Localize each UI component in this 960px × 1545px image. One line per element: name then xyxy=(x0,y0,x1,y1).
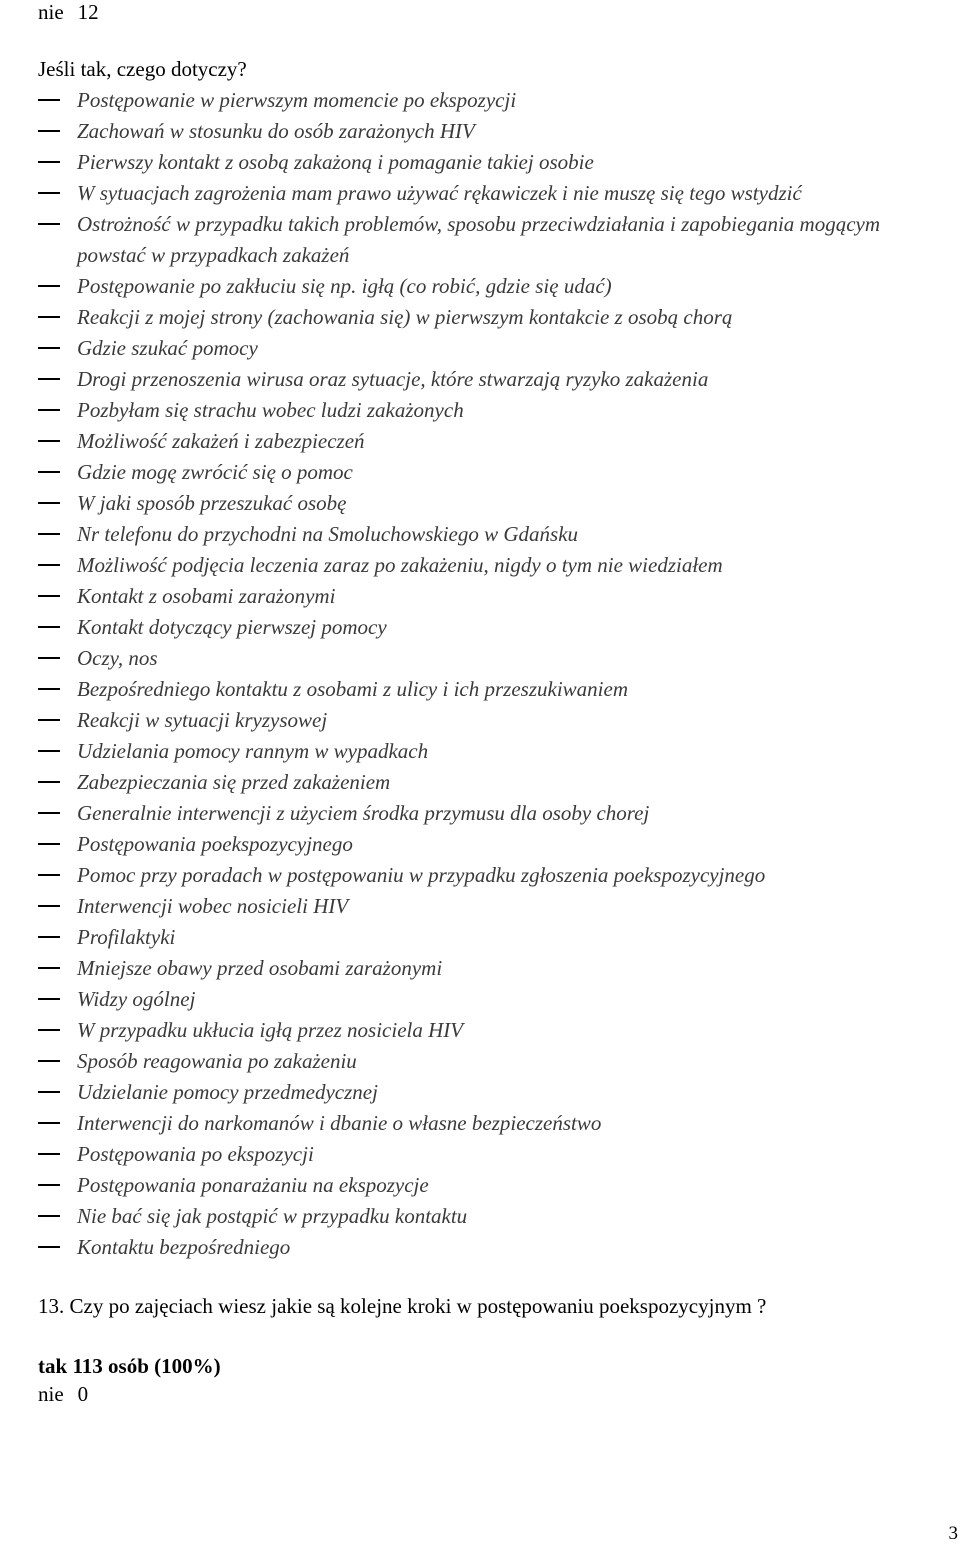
dash-bullet-icon xyxy=(38,925,60,949)
list-item-text: Kontaktu bezpośredniego xyxy=(77,1234,291,1259)
list-item-text: Drogi przenoszenia wirusa oraz sytuacje, które stwarzają ryzyko zakażenia xyxy=(77,366,709,391)
dash-bullet-icon xyxy=(38,708,60,732)
dash-bullet-icon xyxy=(38,770,60,794)
list-item xyxy=(38,522,953,553)
list-item xyxy=(38,1018,953,1049)
list-item-text: Reakcji w sytuacji kryzysowej xyxy=(77,707,328,732)
dash-bullet-icon xyxy=(38,894,60,918)
list-item xyxy=(38,739,953,770)
list-item xyxy=(38,491,953,522)
dash-bullet-icon xyxy=(38,956,60,980)
dash-bullet-icon xyxy=(38,1049,60,1073)
dash-bullet-icon xyxy=(38,429,60,453)
list-item xyxy=(38,925,953,956)
list-item-text: Postępowanie po zakłuciu się np. igłą (co robić, gdzie się udać) xyxy=(77,273,612,298)
yes-label: tak xyxy=(38,1354,68,1378)
dash-bullet-icon xyxy=(38,150,60,174)
question-13-no xyxy=(38,1382,88,1406)
list-item xyxy=(38,150,953,181)
list-item xyxy=(38,708,953,739)
list-item xyxy=(38,1235,953,1266)
list-item xyxy=(38,987,953,1018)
dash-bullet-icon xyxy=(38,1142,60,1166)
answer-no-label: nie xyxy=(38,0,64,24)
list-item-text: W jaki sposób przeszukać osobę xyxy=(77,490,347,515)
list-item xyxy=(38,801,953,832)
list-item-text: Zabezpieczania się przed zakażeniem xyxy=(77,769,391,794)
list-item-text: Kontakt z osobami zarażonymi xyxy=(77,583,336,608)
dash-bullet-icon xyxy=(38,398,60,422)
answer-no-12 xyxy=(38,0,99,24)
question-13: 13. Czy po zajęciach wiesz jakie są kolejne kroki w postępowaniu poekspozycyjnym ? xyxy=(38,1294,767,1318)
list-item-text: Kontakt dotyczący pierwszej pomocy xyxy=(77,614,387,639)
list-item xyxy=(38,1049,953,1080)
list-item xyxy=(38,553,953,584)
list-item-text: Możliwość podjęcia leczenia zaraz po zakażeniu, nigdy o tym nie wiedziałem xyxy=(77,552,723,577)
list-item xyxy=(38,1173,953,1204)
list-item-text: Mniejsze obawy przed osobami zarażonymi xyxy=(77,955,443,980)
list-item-text: Udzielania pomocy rannym w wypadkach xyxy=(77,738,429,763)
list-item-text: Bezpośredniego kontaktu z osobami z ulicy i ich przeszukiwaniem xyxy=(77,676,628,701)
dash-bullet-icon xyxy=(38,739,60,763)
list-item-text: Oczy, nos xyxy=(77,645,158,670)
list-item-text: Profilaktyki xyxy=(77,924,176,949)
list-item-text: Postępowania po ekspozycji xyxy=(77,1141,314,1166)
list-item xyxy=(38,181,953,212)
list-item xyxy=(38,429,953,460)
list-item xyxy=(38,460,953,491)
list-item-text: Sposób reagowania po zakażeniu xyxy=(77,1048,357,1073)
list-item xyxy=(38,1204,953,1235)
dash-bullet-icon xyxy=(38,646,60,670)
list-item xyxy=(38,398,953,429)
page-number: 3 xyxy=(948,1523,958,1544)
dash-bullet-icon xyxy=(38,584,60,608)
list-item-text: Zachowań w stosunku do osób zarażonych HIV xyxy=(77,118,475,143)
dash-bullet-icon xyxy=(38,336,60,360)
dash-bullet-icon xyxy=(38,553,60,577)
dash-bullet-icon xyxy=(38,987,60,1011)
list-item-text: Gdzie mogę zwrócić się o pomoc xyxy=(77,459,353,484)
dash-bullet-icon xyxy=(38,1018,60,1042)
list-item-text: Reakcji z mojej strony (zachowania się) w pierwszym kontakcie z osobą chorą xyxy=(77,304,733,329)
list-item-text: Udzielanie pomocy przedmedycznej xyxy=(77,1079,378,1104)
list-item xyxy=(38,274,953,305)
yes-percent: (100%) xyxy=(154,1354,221,1378)
dash-bullet-icon xyxy=(38,863,60,887)
list-item xyxy=(38,584,953,615)
list-item xyxy=(38,615,953,646)
list-item-text: Ostrożność w przypadku takich problemów, sposobu przeciwdziałania i zapobiegania mogącym powstać w przypadkach zakażeń xyxy=(77,211,881,267)
dash-bullet-icon xyxy=(38,1111,60,1135)
dash-bullet-icon xyxy=(38,615,60,639)
dash-bullet-icon xyxy=(38,88,60,112)
dash-bullet-icon xyxy=(38,181,60,205)
list-item-text: Gdzie szukać pomocy xyxy=(77,335,258,360)
dash-bullet-icon xyxy=(38,212,60,236)
dash-bullet-icon xyxy=(38,1204,60,1228)
dash-bullet-icon xyxy=(38,677,60,701)
list-item-text: Postępowanie w pierwszym momencie po ekspozycji xyxy=(77,87,517,112)
list-item xyxy=(38,770,953,801)
list-item xyxy=(38,367,953,398)
dash-bullet-icon xyxy=(38,1173,60,1197)
list-item-text: Interwencji wobec nosicieli HIV xyxy=(77,893,349,918)
list-item-text: W sytuacjach zagrożenia mam prawo używać rękawiczek i nie muszę się tego wstydzić xyxy=(77,180,802,205)
dash-bullet-icon xyxy=(38,491,60,515)
list-item-text: Możliwość zakażeń i zabezpieczeń xyxy=(77,428,365,453)
list-item-text: Widzy ogólnej xyxy=(77,986,196,1011)
yes-value: 113 osób xyxy=(72,1354,149,1378)
dash-bullet-icon xyxy=(38,305,60,329)
no-value: 0 xyxy=(77,1382,89,1406)
list-item-text: Nr telefonu do przychodni na Smoluchowskiego w Gdańsku xyxy=(77,521,579,546)
list-item-text: Pozbyłam się strachu wobec ludzi zakażonych xyxy=(77,397,464,422)
dash-bullet-icon xyxy=(38,832,60,856)
dash-bullet-icon xyxy=(38,522,60,546)
list-item xyxy=(38,336,953,367)
dash-bullet-icon xyxy=(38,801,60,825)
dash-bullet-icon xyxy=(38,1080,60,1104)
no-label: nie xyxy=(38,1382,64,1406)
dash-bullet-icon xyxy=(38,1235,60,1259)
list-item xyxy=(38,646,953,677)
list-item-text: Postępowania ponarażaniu na ekspozycje xyxy=(77,1172,429,1197)
list-item-text: Postępowania poekspozycyjnego xyxy=(77,831,353,856)
answer-no-count: 12 xyxy=(77,0,99,24)
dash-bullet-icon xyxy=(38,460,60,484)
dash-bullet-icon xyxy=(38,367,60,391)
list-item-text: Pierwszy kontakt z osobą zakażoną i pomaganie takiej osobie xyxy=(77,149,594,174)
list-item xyxy=(38,677,953,708)
list-item xyxy=(38,119,953,150)
list-item xyxy=(38,1080,953,1111)
dash-bullet-icon xyxy=(38,119,60,143)
list-item xyxy=(38,956,953,987)
list-item xyxy=(38,894,953,925)
list-item xyxy=(38,305,953,336)
list-item xyxy=(38,832,953,863)
question-13-yes xyxy=(38,1354,221,1378)
list-item xyxy=(38,1111,953,1142)
list-item-text: W przypadku ukłucia igłą przez nosiciela HIV xyxy=(77,1017,464,1042)
list-item-text: Generalnie interwencji z użyciem środka przymusu dla osoby chorej xyxy=(77,800,650,825)
list-item xyxy=(38,863,953,894)
list-item-text: Interwencji do narkomanów i dbanie o własne bezpieczeństwo xyxy=(77,1110,602,1135)
list-item xyxy=(38,212,953,274)
list-item xyxy=(38,1142,953,1173)
list-item-text: Pomoc przy poradach w postępowaniu w przypadku zgłoszenia poekspozycyjnego xyxy=(77,862,766,887)
question-followup: Jeśli tak, czego dotyczy? xyxy=(38,57,247,81)
list-item xyxy=(38,88,953,119)
answers-list xyxy=(38,88,953,1266)
list-item-text: Nie bać się jak postąpić w przypadku kontaktu xyxy=(77,1203,468,1228)
dash-bullet-icon xyxy=(38,274,60,298)
